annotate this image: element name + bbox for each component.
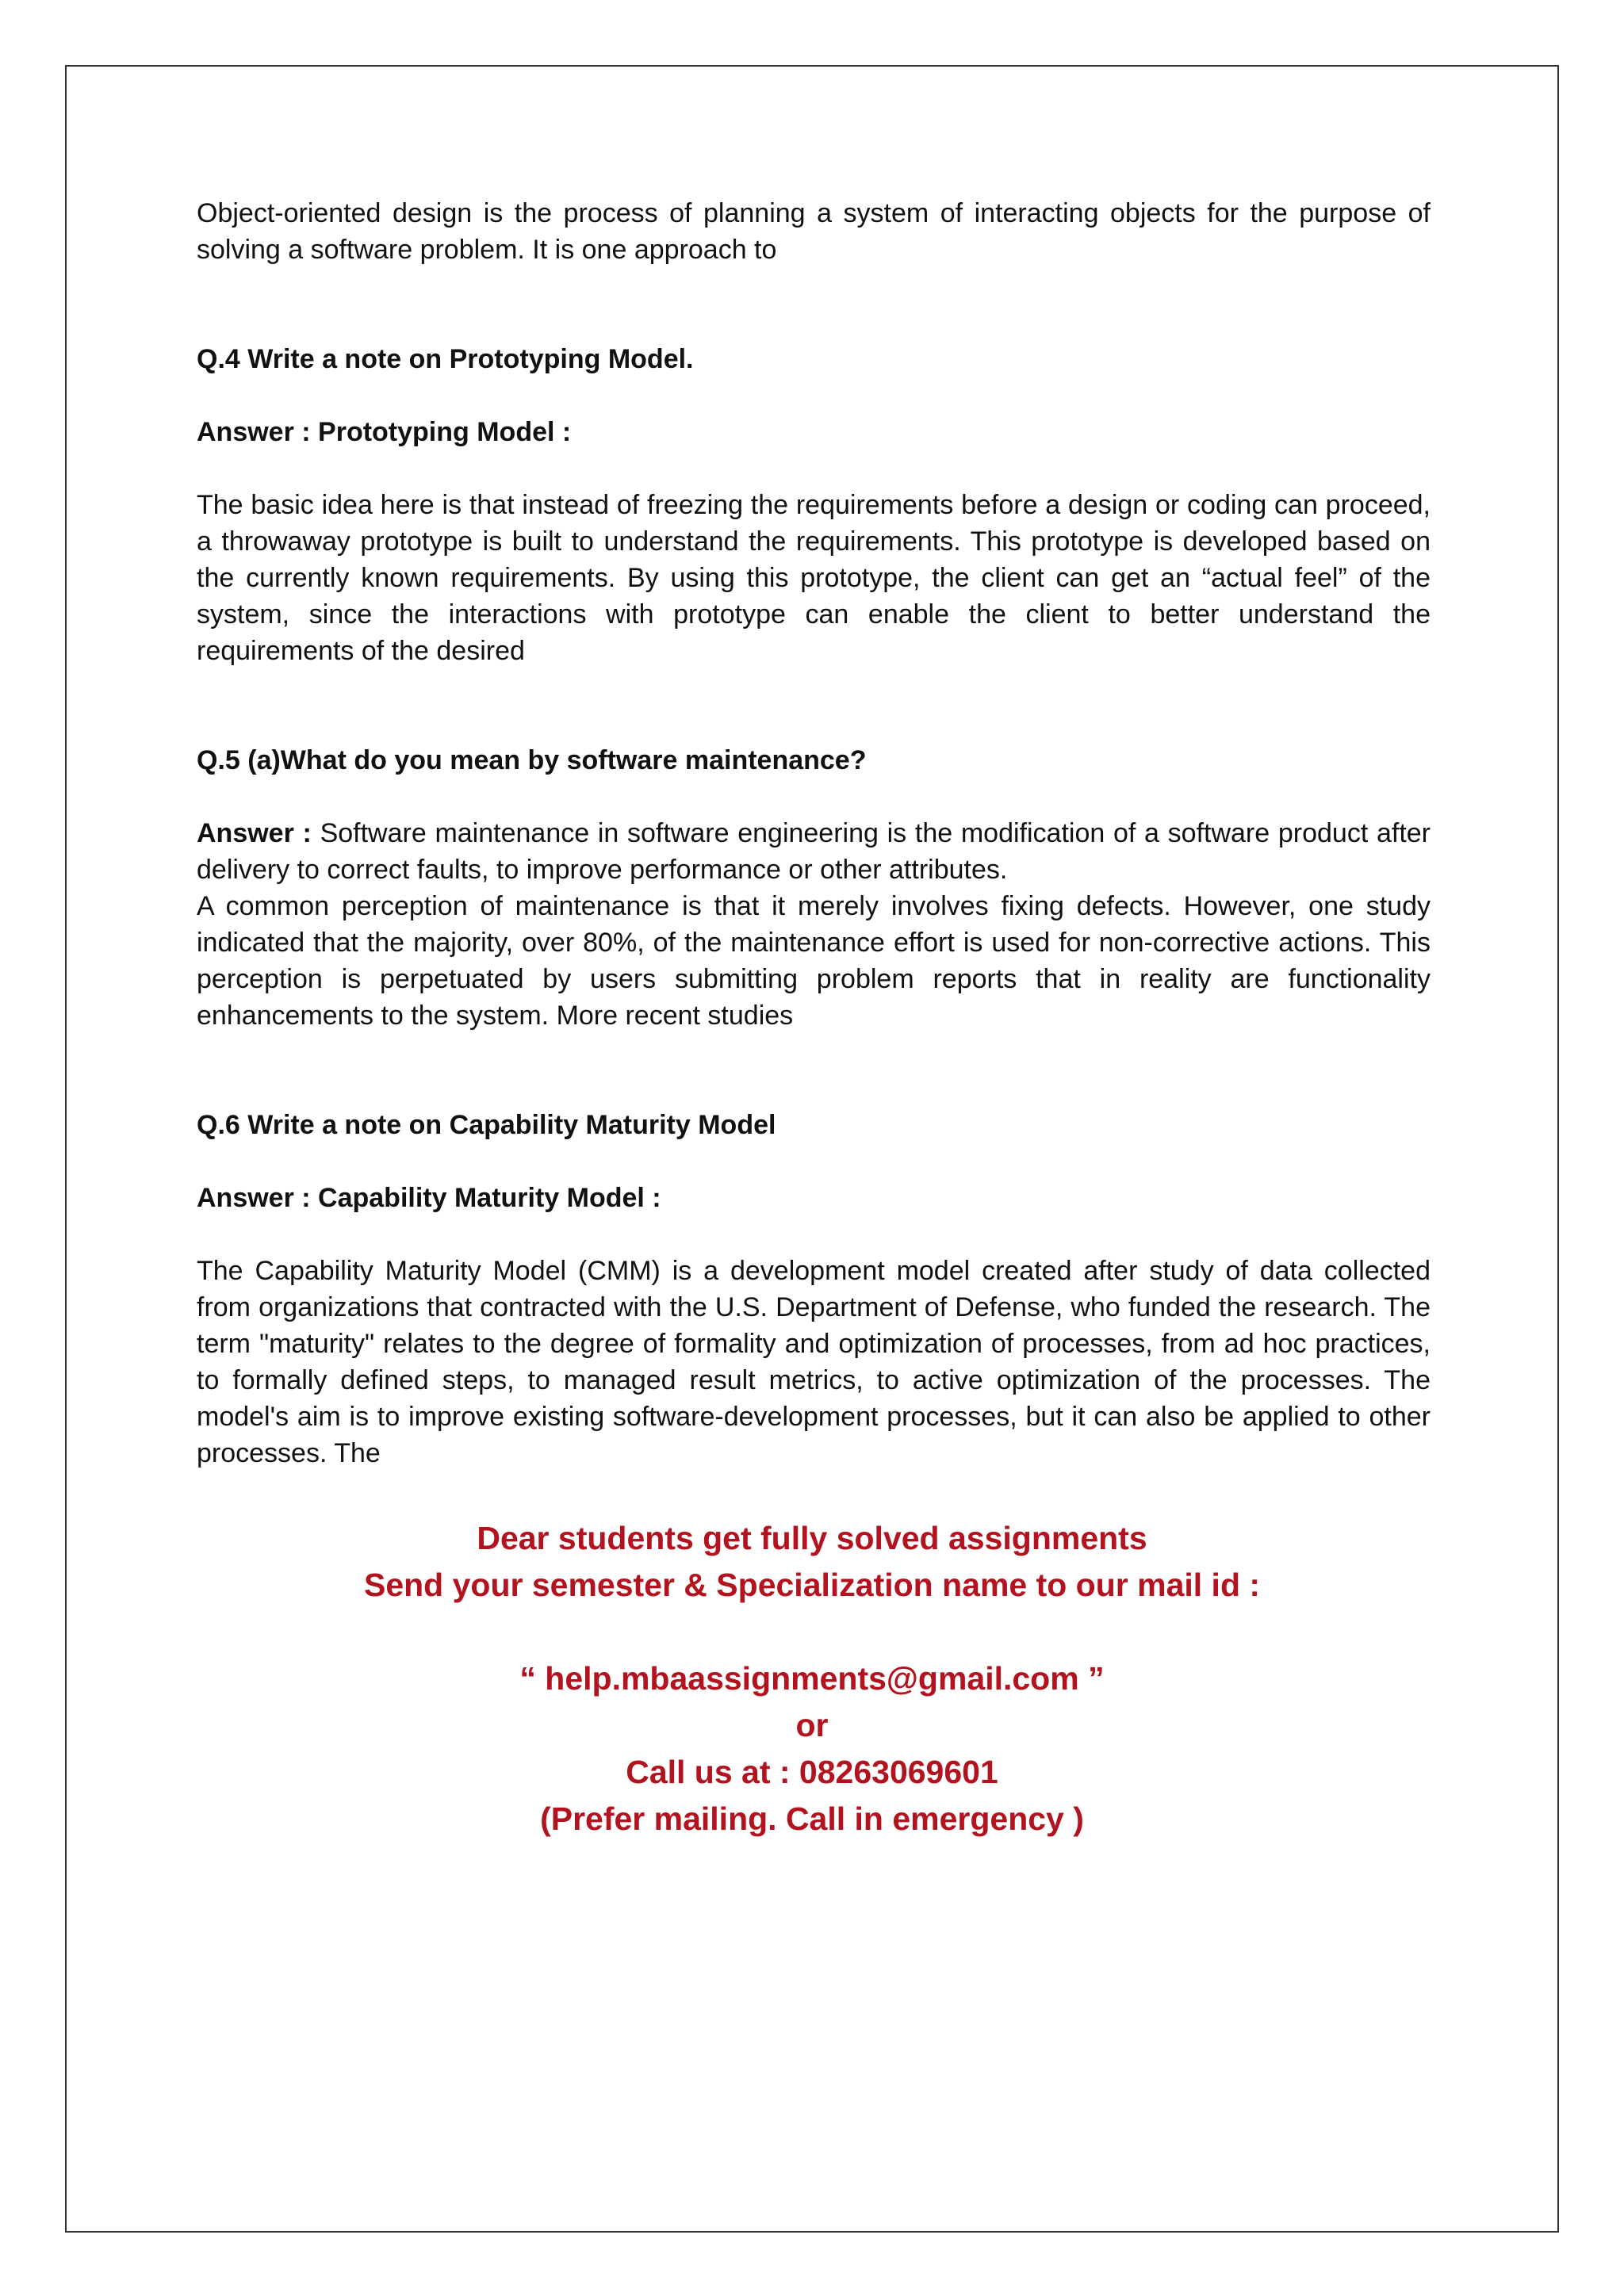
q6-question: Q.6 Write a note on Capability Maturity Model [197,1110,776,1140]
promo-block [65,1515,1559,1843]
promo-headline: Dear students get fully solved assignments [477,1520,1147,1556]
q5-answer-paragraph [197,815,1431,888]
promo-email: “ help.mbaassignments@gmail.com ” [519,1660,1105,1697]
q5-answer-text: Software maintenance in software engineering is the modification of a software product after delivery to correct faults, to improve performance or other attributes. [197,818,1431,885]
intro-paragraph: Object-oriented design is the process of planning a system of interacting objects for the purpose of solving a software problem. It is one approach to [197,198,1431,265]
q6-answer-heading: Answer : Capability Maturity Model : [197,1183,661,1213]
q6-answer-body: The Capability Maturity Model (CMM) is a development model created after study of data collected from organizations that contracted with the U.S. Department of Defense, who funded the research. The term "maturity" relates to the degree of formality and optimization of processes, from ad hoc practices, to formally defined steps, to managed result metrics, to active optimization of the processes. The model's aim is to improve existing software-development processes, but it can also be applied to other processes. The [197,1256,1431,1468]
q5-question: Q.5 (a)What do you mean by software maintenance? [197,745,867,775]
promo-phone: Call us at : 08263069601 [626,1754,998,1790]
q4-answer-heading: Answer : Prototyping Model : [197,417,572,447]
q5-answer-label: Answer : [197,818,312,848]
promo-or: or [795,1707,829,1743]
document-body [197,195,1431,1471]
promo-note: (Prefer mailing. Call in emergency ) [540,1800,1084,1837]
q5-answer-body: A common perception of maintenance is that it merely involves fixing defects. However, one study indicated that the majority, over 80%, of the maintenance effort is used for non-corrective actions. This perception is perpetuated by users submitting problem reports that in reality are functionality enhancements to the system. More recent studies [197,891,1431,1031]
promo-instruction: Send your semester & Specialization name to our mail id : [363,1567,1261,1603]
q4-answer-body: The basic idea here is that instead of freezing the requirements before a design or coding can proceed, a throwaway prototype is built to understand the requirements. This prototype is developed based on the currently known requirements. By using this prototype, the client can get an “actual feel” of the system, since the interactions with prototype can enable the client to better understand the requirements of the desired [197,490,1431,666]
q4-question: Q.4 Write a note on Prototyping Model. [197,344,694,374]
